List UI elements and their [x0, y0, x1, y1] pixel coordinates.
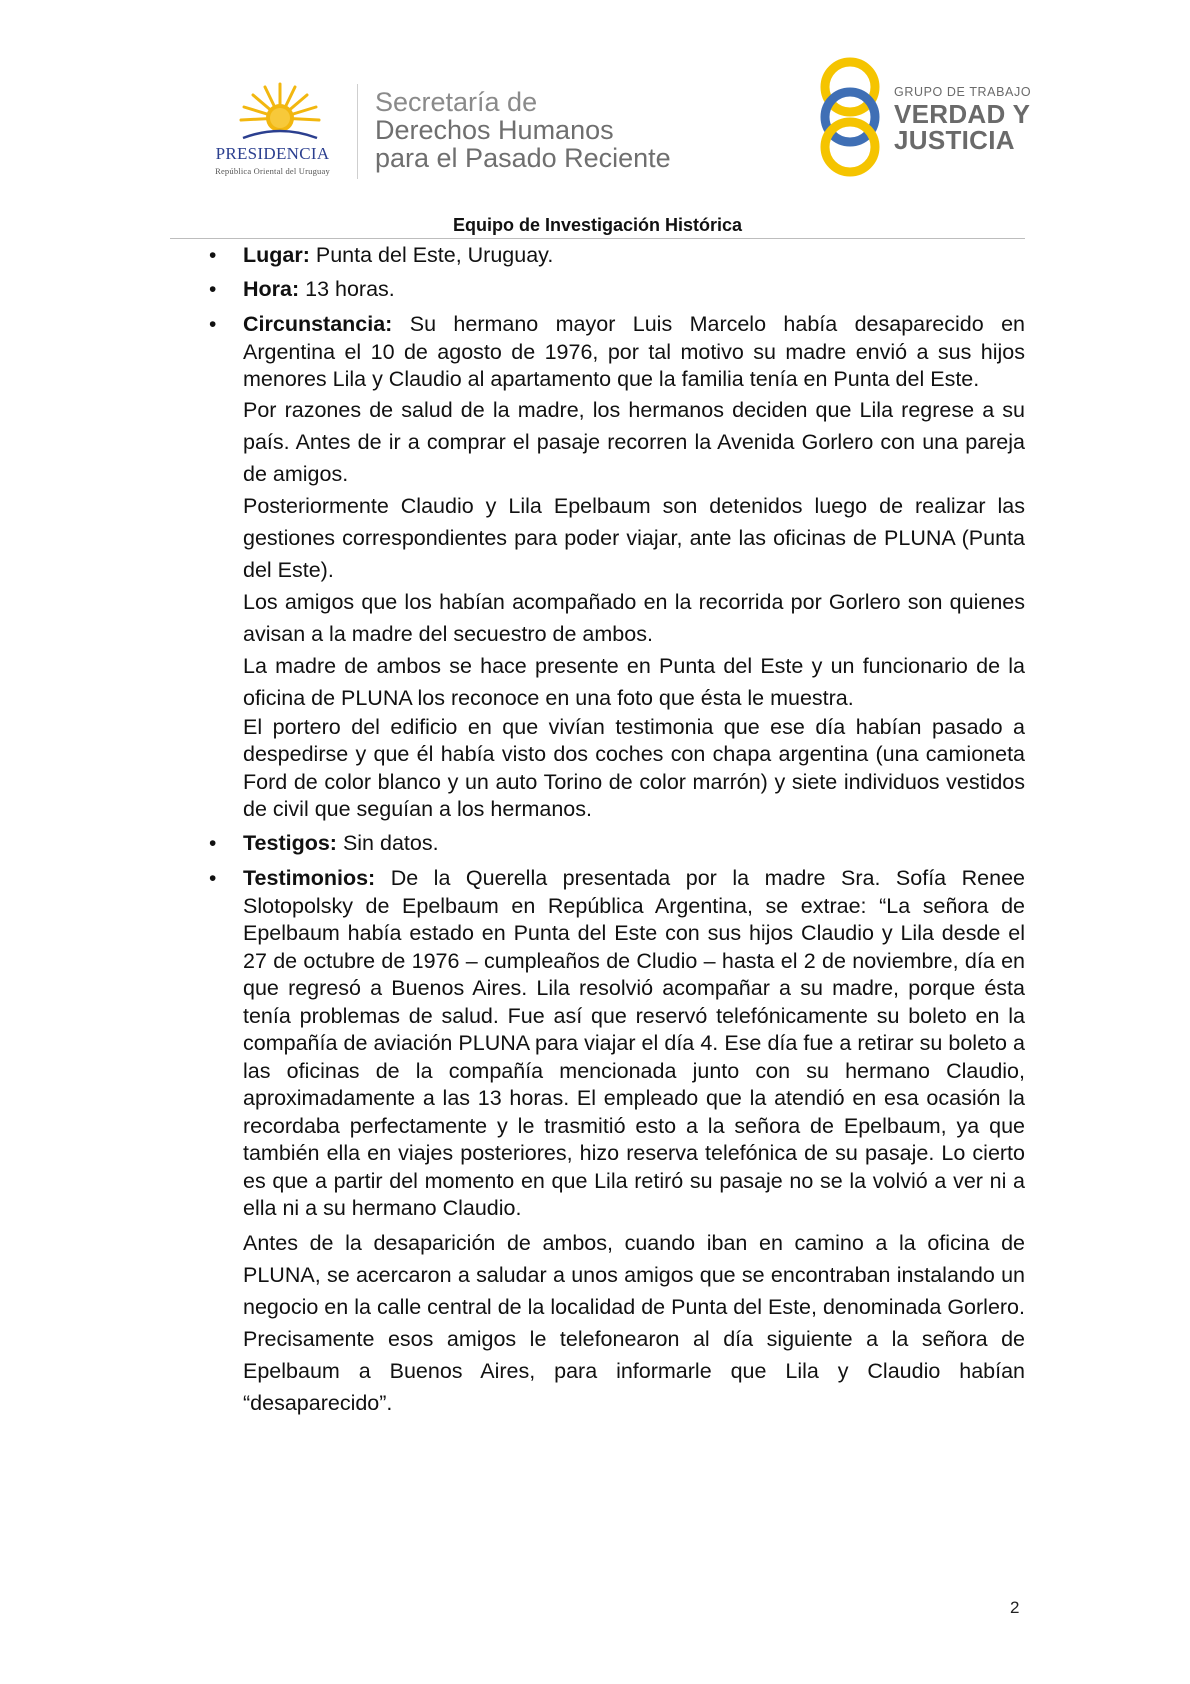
hora-label: Hora: — [243, 276, 300, 301]
header-rule — [170, 238, 1025, 239]
testimonios-paragraph: Antes de la desaparición de ambos, cuando iban en camino a la oficina de PLUNA, se acercaron a saludar a unos amigos que se encontraban instalando un negocio en la calle central de la localidad de Punta del Este, denominada Gorlero. Precisamente esos amigos le telefonearon al día siguiente a la señora de Epelbaum a Buenos Aires, para informarle que Lila y Claudio habían “desaparecido”. — [243, 1230, 1025, 1415]
secretaria-line-1: Secretaría de — [375, 87, 538, 117]
page-header — [0, 0, 1190, 250]
bullet-icon: • — [209, 831, 217, 855]
secretaria-line-3: para el Pasado Reciente — [375, 143, 671, 173]
lugar-text: Punta del Este, Uruguay. — [309, 243, 554, 267]
testigos-text: Sin datos. — [336, 830, 439, 855]
presidencia-word: PRESIDENCIA — [215, 144, 330, 163]
circunstancia-paragraph: Los amigos que los habían acompañado en la recorrida por Gorlero son quienes avisan a la madre del secuestro de ambos. — [243, 589, 1025, 646]
linked-rings-icon — [818, 55, 883, 180]
gtvj-line-2: VERDAD Y — [894, 99, 1031, 129]
list-item-circunstancia — [0, 311, 1025, 824]
hora-text: 13 horas. — [299, 276, 395, 301]
bullet-icon: • — [209, 867, 217, 890]
lugar-label: Lugar: — [243, 243, 310, 267]
verdad-justicia-logo — [818, 55, 1032, 180]
document-body — [0, 242, 1190, 1419]
circunstancia-paragraph: El portero del edificio en que vivían testimonia que ese día habían pasado a despedirse y que él había visto dos coches con chapa argentina (una camioneta Ford de color blanco y un auto Torino de color marrón) y siete individuos vestidos de civil que seguían a los hermanos. — [243, 714, 1025, 821]
circunstancia-paragraph: Por razones de salud de la madre, los hermanos deciden que Lila regrese a su país. Antes de ir a comprar el pasaje recorren la Avenida Gorlero con una pareja de amigos. — [243, 397, 1025, 486]
sun-emblem-icon — [235, 80, 325, 150]
testimonios-label: Testimonios: — [243, 866, 376, 890]
list-item-testigos — [0, 830, 1025, 858]
secretaria-logo-text — [375, 88, 671, 172]
bullet-icon: • — [209, 244, 217, 267]
presidencia-subtitle: República Oriental del Uruguay — [215, 166, 330, 176]
team-title: Equipo de Investigación Histórica — [452, 215, 743, 235]
bullet-icon: • — [209, 277, 217, 301]
list-item-hora — [0, 276, 1025, 304]
circunstancia-text: Su hermano mayor Luis Marcelo había desaparecido en Argentina el 10 de agosto de 1976, por tal motivo su madre envió a sus hijos menores Lila y Claudio al apartamento que la familia tenía en Punta del Este. — [243, 312, 1025, 391]
header-divider — [357, 84, 358, 179]
secretaria-line-2: Derechos Humanos — [375, 115, 614, 145]
bullet-icon: • — [209, 313, 217, 336]
gtvj-line-1: GRUPO DE TRABAJO — [894, 85, 1032, 99]
presidencia-logo — [195, 80, 350, 180]
list-item-lugar — [0, 242, 1025, 270]
circunstancia-label: Circunstancia: — [243, 312, 393, 336]
testigos-label: Testigos: — [243, 830, 337, 855]
circunstancia-paragraph: Posteriormente Claudio y Lila Epelbaum son detenidos luego de realizar las gestiones correspondientes para poder viajar, ante las oficinas de PLUNA (Punta del Este). — [243, 493, 1025, 582]
list-item-testimonios — [0, 865, 1025, 1419]
page-number: 2 — [1010, 1598, 1020, 1617]
gtvj-line-3: JUSTICIA — [894, 125, 1015, 155]
circunstancia-paragraph: La madre de ambos se hace presente en Punta del Este y un funcionario de la oficina de PLUNA los reconoce en una foto que ésta le muestra. — [243, 653, 1025, 710]
testimonios-text: De la Querella presentada por la madre Sra. Sofía Renee Slotopolsky de Epelbaum en República Argentina, se extrae: “La señora de Epelbaum había estado en Punta del Este con sus hijos Claudio y Lila desde el 27 de octubre de 1976 – cumpleaños de Cludio – hasta el 2 de noviembre, día en que regresó a Buenos Aires. Lila resolvió acompañar a su madre, porque ésta tenía problemas de salud. Fue así que reservó telefónicamente su boleto en la compañía de aviación PLUNA para viajar el día 4. Ese día fue a retirar su boleto a las oficinas de la compañía mencionada junto con su hermano Claudio, aproximadamente a las 13 horas. El empleado que la atendió en esa ocasión la recordaba perfectamente y le trasmitió esto a la señora de Epelbaum, ya que también ella en viajes posteriores, hizo reserva telefónica de su pasaje. Lo cierto es que a partir del momento en que Lila retiró su pasaje no se la volvió a ver ni a ella ni a su hermano Claudio. — [243, 866, 1025, 1220]
